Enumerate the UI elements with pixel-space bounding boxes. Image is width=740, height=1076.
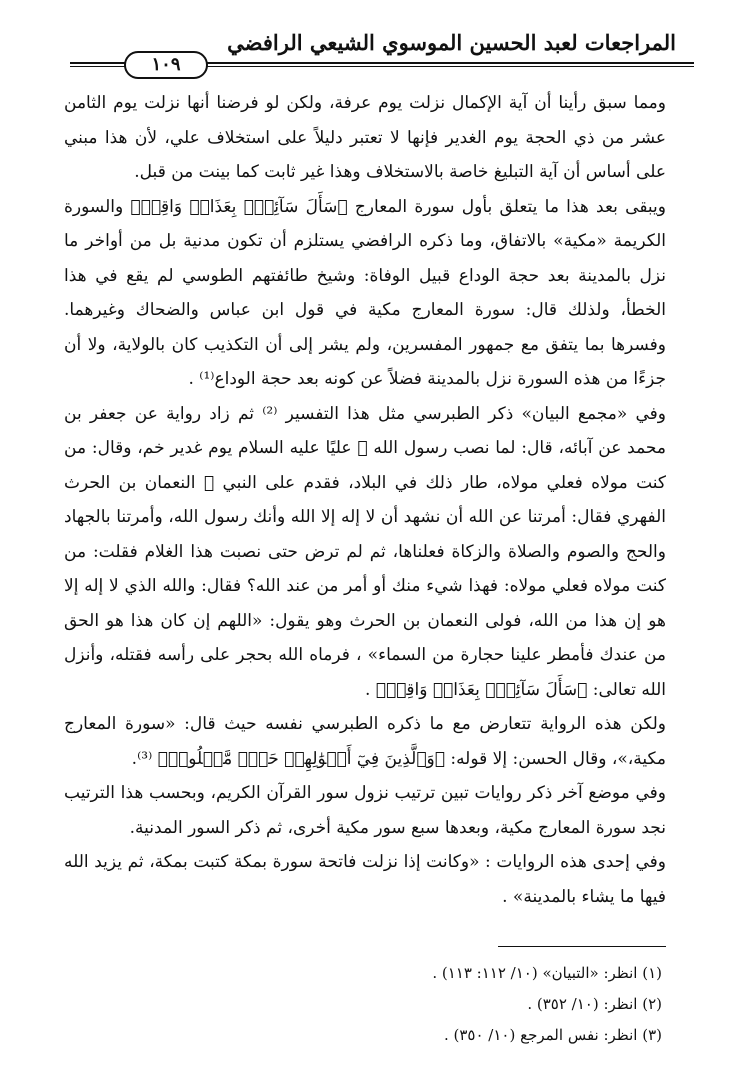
footnote: (٣) انظر: نفس المرجع (١٠/ ٣٥٠) . [443, 1026, 662, 1044]
paragraph: وفي «مجمع البيان» ذكر الطبرسي مثل هذا التفسير ⁽²⁾ ثم زاد رواية عن جعفر بن محمد عن آبائه، قال: لما نصب رسول الله ﷺ عليًا عليه السلام يوم غدير خم، وقال: من كنت مولاه فعلي مولاه، طار ذلك في البلاد، فقدم على النبي ﷺ النعمان بن الحرث الفهري فقال: أمرتنا عن الله أن نشهد أن لا إله إلا الله وأنك رسول الله، وأمرتنا بالجهاد والحج والصوم والصلاة والزكاة فعلناها، ثم لم ترض حتى نصبت هذا الغلام فقلت: من كنت مولاه فعلي مولاه: فهذا شيء منك أو أمر من عند الله؟ فقال: والله الذي لا إله إلا هو إن هذا من الله، فولى النعمان بن الحرث وهو يقول: «اللهم إن كان هذا هو الحق من عندك فأمطر علينا حجارة من السماء» ، فرماه الله بحجر على رأسه فقتله، وأنزل الله تعالى: ﴿سَأَلَ سَآئِلُۢ بِعَذَابٖ وَاقِعٖ﴾ . [64, 403, 666, 700]
paragraph: وفي إحدى هذه الروايات : «وكانت إذا نزلت فاتحة سورة بمكة كتبت بمكة، ثم يزيد الله فيها ما يشاء بالمدينة» . [64, 852, 666, 907]
footnote-separator [498, 946, 666, 947]
paragraph: ولكن هذه الرواية تتعارض مع ما ذكره الطبرسي نفسه حيث قال: «سورة المعارج مكية،»، وقال الحسن: إلا قوله: ﴿وَٱلَّذِينَ فِيٓ أَمۡوَٰلِهِمۡ حَقّٞ مَّعۡلُومٞ﴾ ⁽³⁾. [64, 714, 666, 769]
main-text [64, 86, 666, 914]
running-header-title: المراجعات لعبد الحسين الموسوي الشيعي الرافضي [227, 30, 676, 55]
paragraph: ومما سبق رأينا أن آية الإكمال نزلت يوم عرفة، ولكن لو فرضنا أنها نزلت يوم الثامن عشر من ذي الحجة يوم الغدير فإنها لا تعتبر دليلاً على استخلاف علي، لأن هذا مبني على أساس أن آية التبليغ خاصة بالاستخلاف وهذا غير ثابت كما بينت من قبل. [64, 93, 666, 182]
paragraph: وفي موضع آخر ذكر روايات تبين ترتيب نزول سور القرآن الكريم، وبحسب هذا الترتيب نجد سورة المعارج مكية، وبعدها سبع سور مكية أخرى، ثم ذكر السور المدنية. [64, 783, 666, 838]
paragraph: ويبقى بعد هذا ما يتعلق بأول سورة المعارج ﴿سَأَلَ سَآئِلُۢ بِعَذَابٖ وَاقِعٖ﴾ والسورة الكريمة «مكية» بالاتفاق، وما ذكره الرافضي يستلزم أن تكون مدنية بل من أواخر ما نزل بالمدينة بعد حجة الوداع قبيل الوفاة: وشيخ طائفتهم الطوسي لم يقع في هذا الخطأ، ولذلك قال: سورة المعارج مكية في قول ابن عباس والضحاك وغيرهما. وفسرها بما يتفق مع جمهور المفسرين، ولم يشر إلى أن التكذيب كان بالولاية، ولا أن جزءًا من هذه السورة نزل بالمدينة فضلاً عن كونه بعد حجة الوداع⁽¹⁾ . [64, 196, 666, 389]
footnote: (٢) انظر: (١٠/ ٣٥٢) . [527, 995, 662, 1013]
footnotes [102, 958, 662, 1051]
footnote: (١) انظر: «التبيان» (١٠/ ١١٢: ١١٣) . [432, 964, 662, 982]
page-number-badge: ١٠٩ [124, 51, 208, 79]
